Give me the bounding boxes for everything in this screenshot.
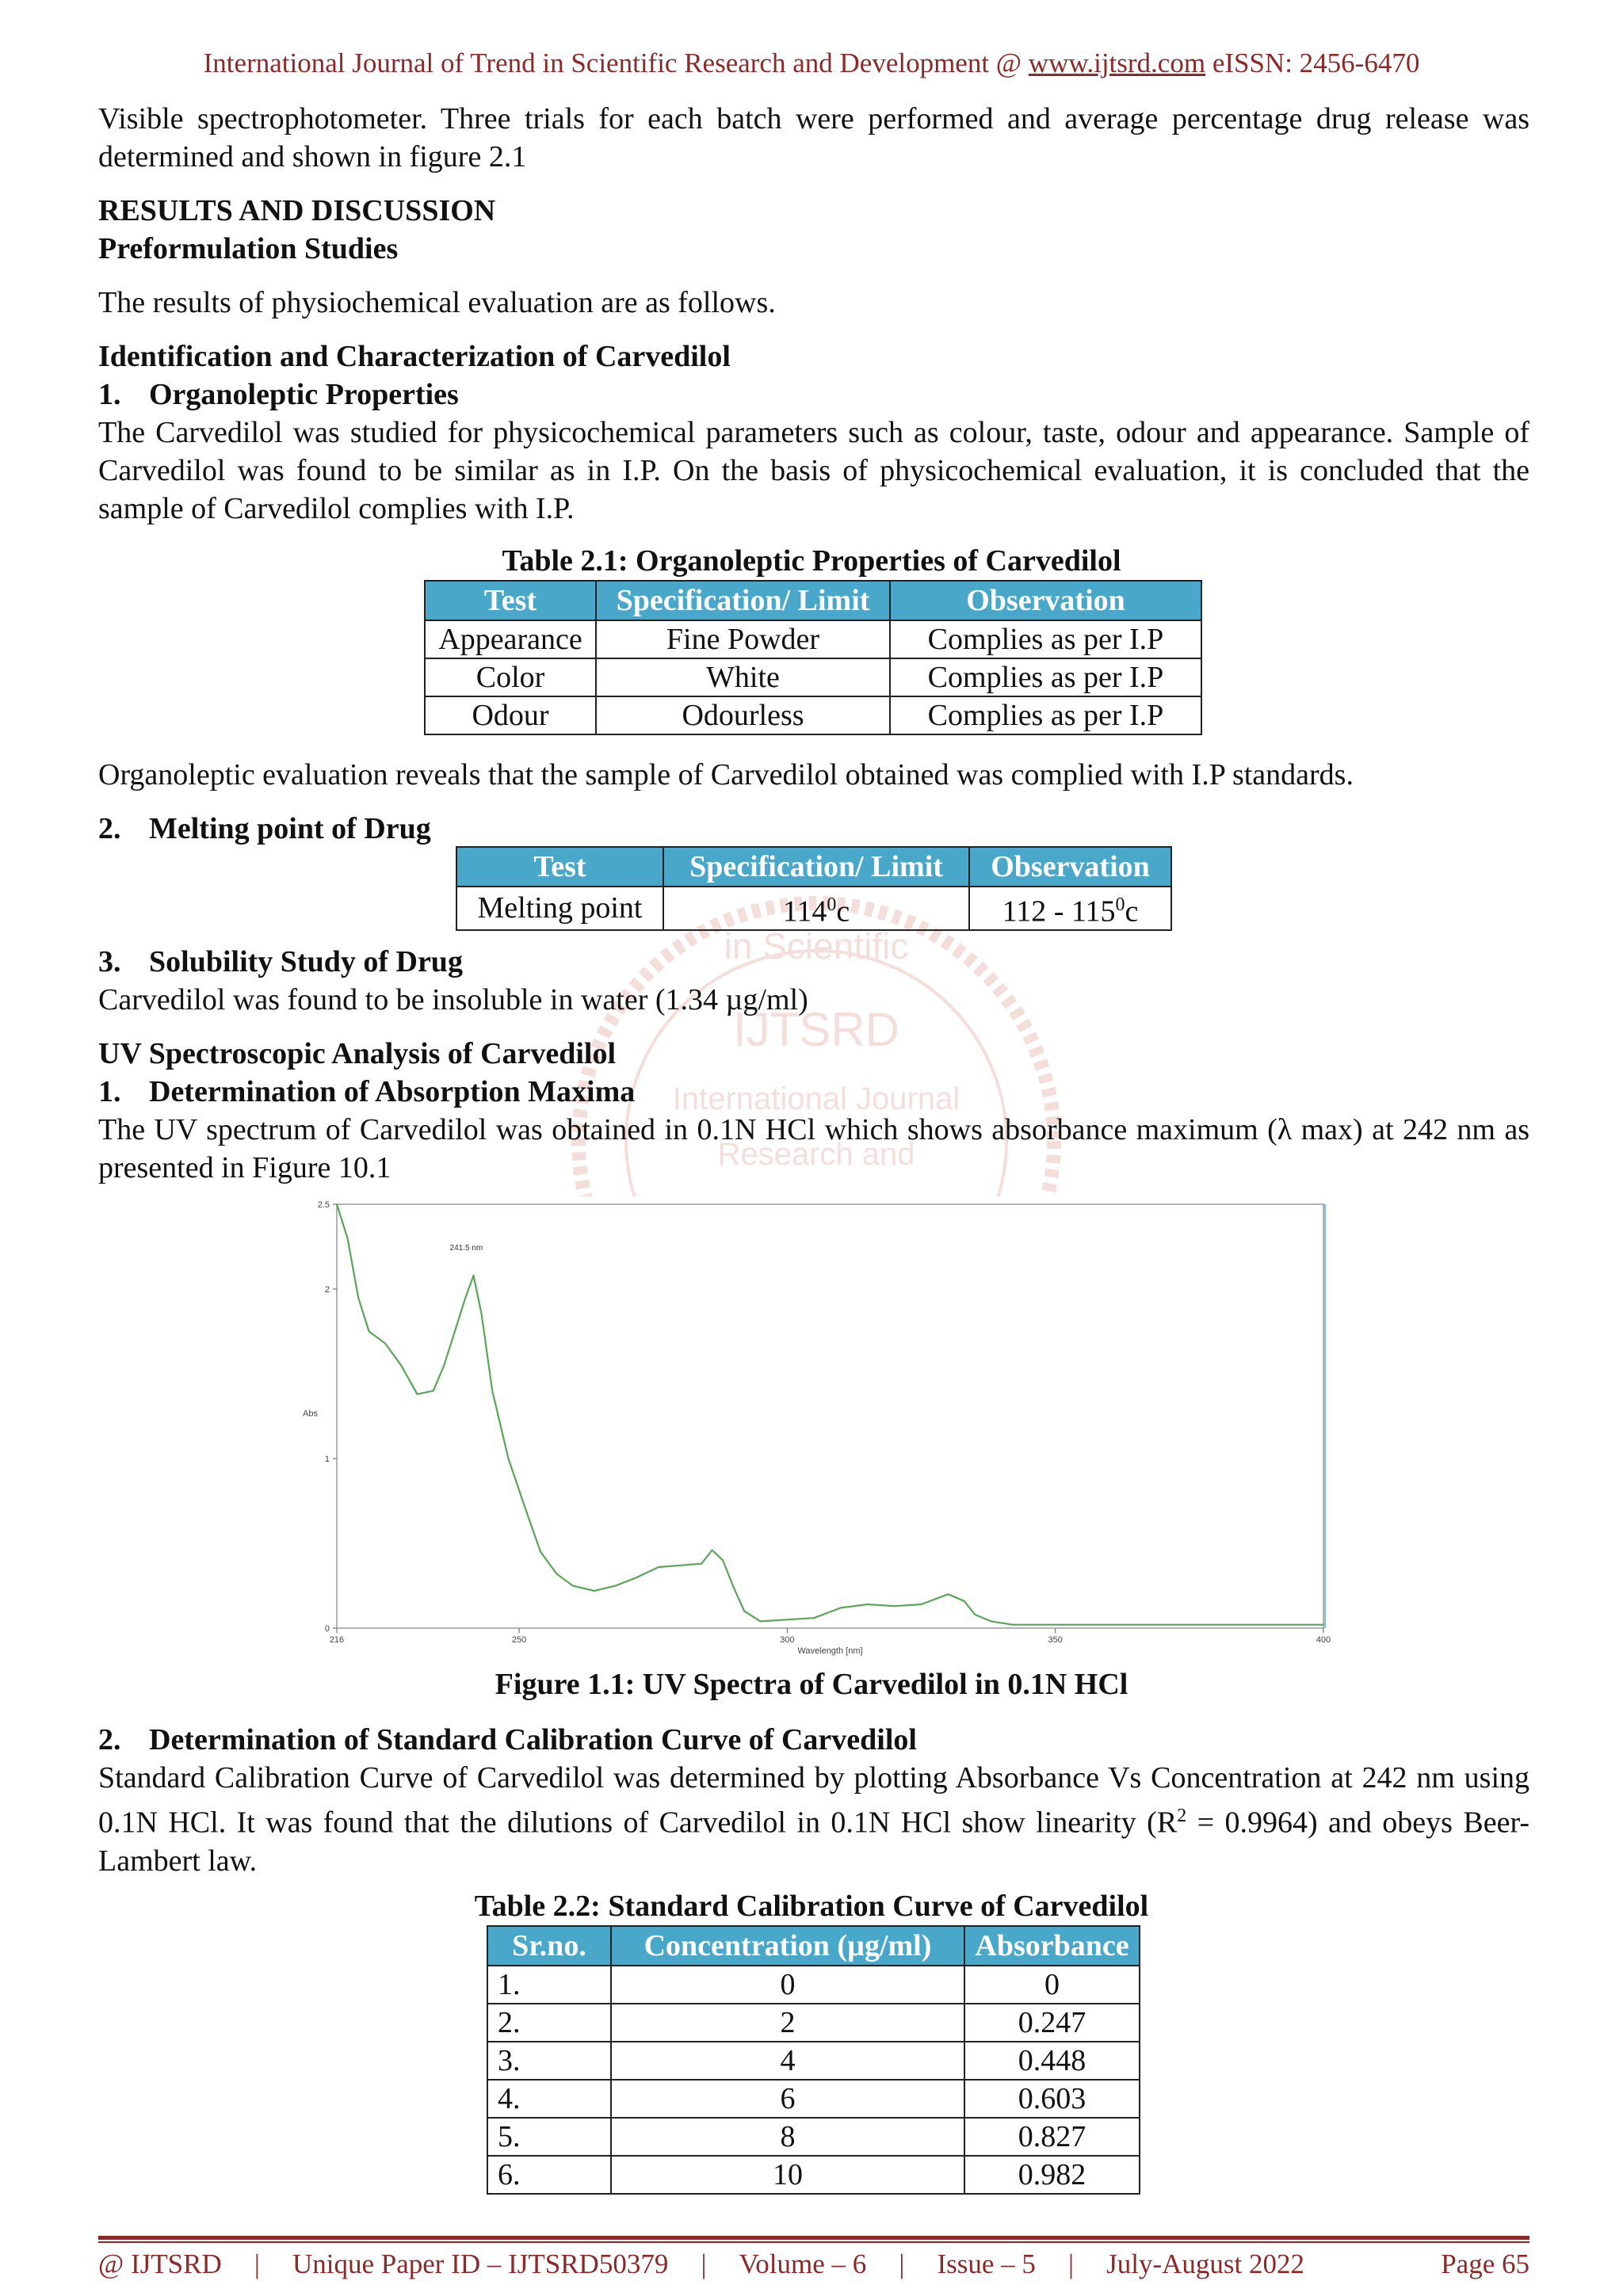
spectrum-point (974, 1614, 976, 1615)
journal-link[interactable]: www.ijtsrd.com (1028, 48, 1206, 78)
spectrum-point (701, 1563, 702, 1565)
uv-spectrum-chart (293, 1196, 1355, 1657)
figure-caption: Figure 1.1: UV Spectra of Carvedilol in 0.1N HCl (495, 1668, 1128, 1701)
table-header: Observation (890, 581, 1201, 620)
spectrum-point (921, 1604, 922, 1605)
section-number: 2. (98, 1723, 121, 1756)
spectrum-point (540, 1551, 541, 1553)
spec-unit: c (836, 894, 850, 929)
table-header: Specification/ Limit (663, 847, 969, 887)
physio-text: The results of physiochemical evaluation are as follows. (98, 286, 776, 319)
table-row (425, 620, 1201, 658)
spectrum-point (733, 1587, 735, 1589)
table-header-row (487, 1926, 1140, 1966)
table-cell: Odour (425, 696, 596, 734)
calibration-text-a: Standard Calibration Curve of Carvedilol was determined by plotting Absorbance Vs Concentration at 242 nm using 0.1N HCl. It was found that the dilutions of Carvedilol in 0.1N HCl show linearity (R (98, 1761, 1529, 1840)
spectrum-point (1323, 1624, 1324, 1626)
spectrum-point (1270, 1624, 1271, 1626)
table-cell: 10 (611, 2156, 964, 2194)
x-tick-label: 250 (511, 1635, 527, 1645)
table-cell: White (596, 658, 890, 696)
footer-rule-thin (98, 2241, 1529, 2243)
spectrum-point (572, 1585, 574, 1587)
calibration-heading (98, 1721, 1529, 1759)
table-cell: 3. (487, 2042, 611, 2080)
y-tick-label: 1 (324, 1455, 330, 1464)
spectrum-point (894, 1605, 896, 1607)
table-header-row (456, 847, 1171, 887)
table-cell: 4. (487, 2080, 611, 2118)
table-header: Test (456, 847, 663, 887)
table-cell: Melting point (456, 887, 663, 930)
section-number: 1. (98, 1075, 121, 1108)
table-cell: 0.982 (964, 2156, 1140, 2194)
spectrum-point (556, 1573, 558, 1575)
table-header: Sr.no. (487, 1926, 611, 1966)
spectrum-point (336, 1203, 338, 1205)
spectrum-point (991, 1621, 992, 1623)
y-tick-label: 2.5 (317, 1200, 330, 1210)
footer-page: Page 65 (1441, 2248, 1529, 2279)
footer-volume: Volume – 6 (739, 2248, 867, 2279)
spectrum-point (1109, 1624, 1110, 1626)
organoleptic-eval: Organoleptic evaluation reveals that the sample of Carvedilol obtained was complied with I.P standards. (98, 758, 1354, 791)
section-title: Melting point of Drug (149, 812, 431, 845)
table-row (487, 2156, 1140, 2194)
table-cell: Complies as per I.P (890, 696, 1201, 734)
section-title: Determination of Standard Calibration Curve of Carvedilol (149, 1723, 917, 1756)
watermark-line: International Journal (672, 1081, 960, 1116)
table-row (487, 1966, 1140, 2004)
spectrum-point (1055, 1624, 1056, 1626)
table-row (425, 696, 1201, 734)
table-cell: 0 (611, 1966, 964, 2004)
intro-paragraph: Visible spectrophotometer. Three trials for each batch were performed and average percentage drug release was determined and shown in figure 2.1 (98, 102, 1529, 174)
results-heading: RESULTS AND DISCUSSION (98, 194, 496, 227)
table-cell: 0 (964, 1966, 1140, 2004)
spectrum-point (491, 1390, 493, 1392)
x-tick-label: 400 (1316, 1635, 1331, 1645)
spectrum-point (840, 1608, 842, 1609)
spectrum-point (594, 1590, 595, 1592)
spectrum-point (524, 1505, 525, 1507)
organoleptic-paragraph: The Carvedilol was studied for physicochemical parameters such as colour, taste, odour and appearance. Sample of Carvedilol was found to be similar as in I.P. On the basis of physicochemical evaluation, it is concluded that the sample of Carvedilol complies with I.P. (98, 416, 1529, 525)
spectrum-point (679, 1565, 681, 1566)
section-title: Solubility Study of Drug (149, 945, 463, 978)
table-row (425, 658, 1201, 696)
uv-heading: UV Spectroscopic Analysis of Carvedilol (98, 1037, 617, 1070)
spectrum-point (1012, 1624, 1014, 1626)
table-cell: 0.247 (964, 2004, 1140, 2042)
table-cell: 0.827 (964, 2118, 1140, 2156)
table-header: Observation (969, 847, 1171, 887)
footer-paper-id: Unique Paper ID – IJTSRD50379 (292, 2248, 669, 2279)
preformulation-heading: Preformulation Studies (98, 232, 399, 265)
spectrum-point (615, 1585, 617, 1587)
table-row (487, 2042, 1140, 2080)
table-cell: Complies as per I.P (890, 658, 1201, 696)
y-axis-label: Abs (303, 1409, 318, 1419)
spectrum-point (454, 1331, 456, 1333)
table-cell: 0.603 (964, 2080, 1140, 2118)
section-title: Determination of Absorption Maxima (149, 1075, 636, 1108)
spectrum-point (722, 1560, 724, 1562)
table-cell: Fine Powder (596, 620, 890, 658)
footer-sep: | (254, 2248, 260, 2279)
obs-unit: c (1125, 894, 1139, 929)
table-cell: 2. (487, 2004, 611, 2042)
table-row (487, 2118, 1140, 2156)
spectrum-point (1216, 1624, 1217, 1626)
melting-heading (98, 810, 1529, 848)
table-cell: 5. (487, 2118, 611, 2156)
spectrum-point (813, 1617, 815, 1619)
table21-caption: Table 2.1: Organoleptic Properties of Carvedilol (502, 544, 1121, 578)
spectrum-point (760, 1621, 762, 1623)
calibration-text (98, 1759, 1529, 1880)
y-tick-label: 0 (324, 1624, 330, 1634)
obs-value: 112 - 115 (1002, 894, 1116, 929)
table-row (487, 2004, 1140, 2042)
r-squared-sup: 2 (1177, 1806, 1187, 1826)
issn: eISSN: 2456-6470 (1212, 48, 1420, 78)
footer-site: @ IJTSRD (98, 2248, 222, 2279)
table-cell: 0.448 (964, 2042, 1140, 2080)
table-cell: 1. (487, 1966, 611, 2004)
table-cell: Color (425, 658, 596, 696)
footer-rule (98, 2236, 1529, 2240)
x-tick-label: 216 (329, 1635, 345, 1645)
table-cell: 2 (611, 2004, 964, 2042)
footer-sep: | (1068, 2248, 1075, 2279)
spectrum-point (473, 1275, 475, 1276)
spec-value: 114 (782, 894, 827, 929)
obs-sup: 0 (1115, 894, 1125, 915)
table-cell: Complies as per I.P (890, 620, 1201, 658)
spectrum-point (743, 1611, 745, 1612)
table-row (487, 2080, 1140, 2118)
table-cell (969, 887, 1171, 930)
watermark-line: in Scientific (724, 925, 909, 967)
melting-table (456, 846, 1172, 931)
journal-name: International Journal of Trend in Scientific Research and Development @ (203, 48, 1022, 78)
spec-sup: 0 (827, 894, 837, 915)
identification-heading: Identification and Characterization of Carvedilol (98, 340, 731, 373)
spectrum-point (465, 1297, 467, 1299)
table-cell: 6. (487, 2156, 611, 2194)
section-number: 2. (98, 812, 121, 845)
table-cell: 8 (611, 2118, 964, 2156)
page-header (0, 48, 1623, 79)
absorption-heading (98, 1073, 1529, 1111)
spectrum-point (347, 1238, 349, 1239)
x-tick-label: 300 (780, 1635, 795, 1645)
watermark-line: IJTSRD (733, 1003, 899, 1056)
x-axis-label: Wavelength [nm] (797, 1646, 863, 1656)
calibration-text-b: = 0.9964) and obeys Beer-Lambert law. (98, 1806, 1530, 1878)
table-header: Specification/ Limit (596, 581, 890, 620)
table-cell (663, 887, 969, 930)
footer-sep: | (899, 2248, 905, 2279)
footer-sep: | (701, 2248, 707, 2279)
spectrum-point (964, 1600, 965, 1602)
table-header: Absorbance (964, 1926, 1140, 1966)
spectrum-point (787, 1619, 789, 1621)
spectrum-point (357, 1297, 359, 1299)
page-footer (98, 2248, 1529, 2280)
section-title: Organoleptic Properties (149, 378, 459, 411)
spectrum-point (444, 1365, 445, 1367)
spectrum-point (508, 1458, 510, 1459)
table-header: Test (425, 581, 596, 620)
watermark-line: Research and (717, 1137, 915, 1172)
table-header-row (425, 581, 1201, 620)
table-row (456, 887, 1171, 930)
footer-date: July-August 2022 (1106, 2248, 1305, 2279)
x-tick-label: 350 (1048, 1635, 1063, 1645)
section-number: 3. (98, 945, 121, 978)
spectrum-point (1033, 1624, 1035, 1626)
table-cell: 4 (611, 2042, 964, 2080)
spectrum-point (433, 1390, 434, 1392)
spectrum-point (481, 1314, 483, 1315)
spectrum-point (636, 1577, 638, 1578)
peak-annotation: 241.5 nm (449, 1243, 483, 1253)
spectrum-point (948, 1593, 949, 1595)
table22-caption: Table 2.2: Standard Calibration Curve of Carvedilol (474, 1890, 1149, 1923)
spectrum-point (400, 1365, 402, 1367)
solubility-text: Carvedilol was found to be insoluble in water (1.34 µg/ml) (98, 983, 808, 1016)
spectrum-point (384, 1343, 386, 1344)
table-cell: 6 (611, 2080, 964, 2118)
spectrum-point (867, 1604, 869, 1605)
section-number: 1. (98, 378, 121, 411)
spectrum-point (1162, 1624, 1163, 1626)
spectrum-point (369, 1331, 370, 1333)
table-header: Concentration (µg/ml) (611, 1926, 964, 1966)
table-cell: Appearance (425, 620, 596, 658)
spectrum-point (658, 1566, 659, 1568)
y-tick-label: 2 (324, 1285, 330, 1295)
solubility-heading (98, 943, 1529, 981)
footer-issue: Issue – 5 (937, 2248, 1036, 2279)
spectrum-point (417, 1394, 418, 1395)
absorption-text: The UV spectrum of Carvedilol was obtained in 0.1N HCl which shows absorbance maximum (λ max) at 242 nm as presented in Figure 10.1 (98, 1113, 1529, 1184)
table21 (424, 580, 1202, 735)
organoleptic-heading (98, 376, 1529, 414)
table22 (487, 1925, 1140, 2195)
spectrum-point (712, 1550, 713, 1551)
table-cell: Odourless (596, 696, 890, 734)
